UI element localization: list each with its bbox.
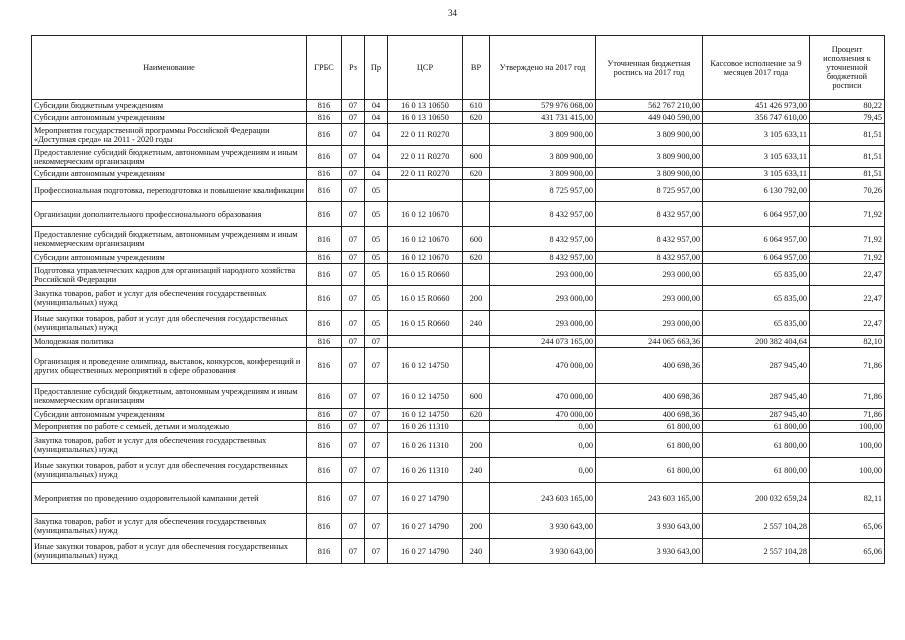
cell-name: Иные закупки товаров, работ и услуг для обеспечения государственных (муниципальных) нужд: [32, 458, 307, 483]
cell-approved: 470 000,00: [490, 384, 596, 409]
cell-csr: 16 0 27 14790: [388, 483, 463, 514]
cell-percent: 65,06: [810, 514, 885, 539]
header-refined: Уточненная бюджетная роспись на 2017 год: [596, 36, 703, 100]
cell-pr: 07: [365, 458, 388, 483]
cell-percent: 79,45: [810, 112, 885, 124]
cell-grbs: 816: [307, 514, 342, 539]
cell-cash: 287 945,40: [703, 409, 810, 421]
cell-refined: 244 065 663,36: [596, 336, 703, 348]
cell-csr: 16 0 26 11310: [388, 433, 463, 458]
cell-percent: 81,51: [810, 124, 885, 146]
cell-csr: 16 0 15 R0660: [388, 286, 463, 311]
cell-cash: 61 800,00: [703, 421, 810, 433]
cell-pr: 05: [365, 202, 388, 227]
cell-approved: 431 731 415,00: [490, 112, 596, 124]
cell-refined: 293 000,00: [596, 311, 703, 336]
cell-name: Субсидии автономным учреждениям: [32, 409, 307, 421]
cell-cash: 287 945,40: [703, 348, 810, 384]
cell-percent: 70,26: [810, 180, 885, 202]
header-rz: Рз: [342, 36, 365, 100]
cell-name: Иные закупки товаров, работ и услуг для обеспечения государственных (муниципальных) нужд: [32, 311, 307, 336]
cell-approved: 8 432 957,00: [490, 202, 596, 227]
header-percent: Процент исполнения к уточненной бюджетной росписи: [810, 36, 885, 100]
cell-approved: 0,00: [490, 433, 596, 458]
cell-name: Субсидии автономным учреждениям: [32, 112, 307, 124]
cell-rz: 07: [342, 252, 365, 264]
cell-pr: 07: [365, 336, 388, 348]
budget-table: [31, 35, 885, 564]
cell-grbs: 816: [307, 433, 342, 458]
cell-rz: 07: [342, 202, 365, 227]
cell-percent: 81,51: [810, 146, 885, 168]
cell-cash: 200 382 404,64: [703, 336, 810, 348]
cell-name: Субсидии автономным учреждениям: [32, 168, 307, 180]
cell-csr: 16 0 12 14750: [388, 348, 463, 384]
cell-vr: 610: [463, 100, 490, 112]
table-row: [32, 311, 885, 336]
cell-grbs: 816: [307, 168, 342, 180]
cell-rz: 07: [342, 483, 365, 514]
cell-rz: 07: [342, 100, 365, 112]
cell-csr: 16 0 15 R0660: [388, 311, 463, 336]
cell-percent: 71,86: [810, 409, 885, 421]
cell-cash: 2 557 104,28: [703, 514, 810, 539]
cell-rz: 07: [342, 180, 365, 202]
header-pr: Пр: [365, 36, 388, 100]
cell-cash: 3 105 633,11: [703, 168, 810, 180]
cell-percent: 81,51: [810, 168, 885, 180]
cell-vr: [463, 124, 490, 146]
cell-approved: 3 809 900,00: [490, 146, 596, 168]
table-row: [32, 348, 885, 384]
cell-pr: 05: [365, 252, 388, 264]
cell-approved: 293 000,00: [490, 311, 596, 336]
table-row: [32, 409, 885, 421]
cell-percent: 22,47: [810, 264, 885, 286]
cell-rz: 07: [342, 336, 365, 348]
cell-vr: 620: [463, 409, 490, 421]
cell-refined: 293 000,00: [596, 286, 703, 311]
cell-csr: [388, 336, 463, 348]
cell-approved: 470 000,00: [490, 409, 596, 421]
cell-refined: 61 800,00: [596, 433, 703, 458]
cell-name: Мероприятия по проведению оздоровительной кампании детей: [32, 483, 307, 514]
cell-name: Профессиональная подготовка, переподготовка и повышение квалификации: [32, 180, 307, 202]
cell-grbs: 816: [307, 202, 342, 227]
cell-refined: 243 603 165,00: [596, 483, 703, 514]
table-row: [32, 168, 885, 180]
table-row: [32, 180, 885, 202]
cell-name: Предоставление субсидий бюджетным, автономным учреждениям и иным некоммерческим организациям: [32, 227, 307, 252]
cell-pr: 07: [365, 483, 388, 514]
cell-refined: 3 809 900,00: [596, 124, 703, 146]
cell-rz: 07: [342, 264, 365, 286]
cell-name: Закупка товаров, работ и услуг для обеспечения государственных (муниципальных) нужд: [32, 286, 307, 311]
cell-grbs: 816: [307, 348, 342, 384]
cell-rz: 07: [342, 227, 365, 252]
cell-grbs: 816: [307, 409, 342, 421]
table-header-row: [32, 36, 885, 100]
cell-approved: 8 432 957,00: [490, 252, 596, 264]
cell-pr: 04: [365, 168, 388, 180]
table-row: [32, 202, 885, 227]
cell-name: Закупка товаров, работ и услуг для обеспечения государственных (муниципальных) нужд: [32, 433, 307, 458]
cell-rz: 07: [342, 384, 365, 409]
cell-grbs: 816: [307, 384, 342, 409]
cell-csr: 16 0 12 10670: [388, 252, 463, 264]
table-row: [32, 100, 885, 112]
cell-vr: [463, 421, 490, 433]
cell-refined: 3 930 643,00: [596, 514, 703, 539]
cell-csr: 22 0 11 R0270: [388, 124, 463, 146]
cell-refined: 61 800,00: [596, 458, 703, 483]
table-row: [32, 384, 885, 409]
cell-rz: 07: [342, 124, 365, 146]
cell-pr: 07: [365, 433, 388, 458]
cell-name: Предоставление субсидий бюджетным, автономным учреждениям и иным некоммерческим организациям: [32, 146, 307, 168]
cell-csr: 16 0 15 R0660: [388, 264, 463, 286]
cell-approved: 0,00: [490, 421, 596, 433]
cell-csr: 16 0 26 11310: [388, 458, 463, 483]
header-csr: ЦСР: [388, 36, 463, 100]
cell-cash: 65 835,00: [703, 286, 810, 311]
cell-vr: 200: [463, 286, 490, 311]
header-cash: Кассовое исполнение за 9 месяцев 2017 года: [703, 36, 810, 100]
cell-approved: 3 809 900,00: [490, 124, 596, 146]
cell-percent: 80,22: [810, 100, 885, 112]
cell-name: Субсидии автономным учреждениям: [32, 252, 307, 264]
cell-vr: [463, 336, 490, 348]
cell-csr: 16 0 26 11310: [388, 421, 463, 433]
cell-percent: 22,47: [810, 286, 885, 311]
cell-rz: 07: [342, 348, 365, 384]
cell-vr: 600: [463, 384, 490, 409]
cell-pr: 07: [365, 539, 388, 564]
cell-percent: 100,00: [810, 433, 885, 458]
cell-pr: 04: [365, 124, 388, 146]
cell-percent: 22,47: [810, 311, 885, 336]
cell-pr: 05: [365, 311, 388, 336]
cell-cash: 3 105 633,11: [703, 124, 810, 146]
cell-vr: 600: [463, 146, 490, 168]
table-row: [32, 433, 885, 458]
cell-vr: 620: [463, 252, 490, 264]
cell-grbs: 816: [307, 458, 342, 483]
table-body: [32, 100, 885, 564]
page-number: 34: [448, 8, 457, 18]
cell-pr: 05: [365, 286, 388, 311]
cell-name: Предоставление субсидий бюджетным, автономным учреждениям и иным некоммерческим организациям: [32, 384, 307, 409]
cell-refined: 400 698,36: [596, 384, 703, 409]
cell-name: Молодежная политика: [32, 336, 307, 348]
cell-grbs: 816: [307, 180, 342, 202]
cell-refined: 562 767 210,00: [596, 100, 703, 112]
cell-pr: 04: [365, 112, 388, 124]
cell-csr: 16 0 12 10670: [388, 202, 463, 227]
cell-grbs: 816: [307, 539, 342, 564]
cell-rz: 07: [342, 168, 365, 180]
cell-name: Организации дополнительного профессионального образования: [32, 202, 307, 227]
table-row: [32, 252, 885, 264]
cell-approved: 470 000,00: [490, 348, 596, 384]
cell-name: Мероприятия по работе с семьей, детьми и молодежью: [32, 421, 307, 433]
cell-percent: 71,92: [810, 202, 885, 227]
cell-grbs: 816: [307, 252, 342, 264]
cell-pr: 07: [365, 514, 388, 539]
cell-refined: 449 040 590,00: [596, 112, 703, 124]
cell-csr: 16 0 12 14750: [388, 409, 463, 421]
cell-csr: 16 0 27 14790: [388, 539, 463, 564]
cell-approved: 579 976 068,00: [490, 100, 596, 112]
cell-csr: 16 0 27 14790: [388, 514, 463, 539]
cell-grbs: 816: [307, 336, 342, 348]
cell-percent: 82,11: [810, 483, 885, 514]
cell-grbs: 816: [307, 100, 342, 112]
cell-name: Подготовка управленческих кадров для организаций народного хозяйства Российской Федерации: [32, 264, 307, 286]
cell-rz: 07: [342, 286, 365, 311]
cell-name: Иные закупки товаров, работ и услуг для обеспечения государственных (муниципальных) нужд: [32, 539, 307, 564]
cell-rz: 07: [342, 458, 365, 483]
table-row: [32, 336, 885, 348]
cell-refined: 8 432 957,00: [596, 227, 703, 252]
cell-cash: 356 747 610,00: [703, 112, 810, 124]
cell-grbs: 816: [307, 264, 342, 286]
cell-refined: 61 800,00: [596, 421, 703, 433]
cell-grbs: 816: [307, 421, 342, 433]
cell-refined: 400 698,36: [596, 409, 703, 421]
cell-approved: 293 000,00: [490, 264, 596, 286]
cell-rz: 07: [342, 112, 365, 124]
cell-percent: 82,10: [810, 336, 885, 348]
cell-csr: [388, 180, 463, 202]
header-grbs: ГРБС: [307, 36, 342, 100]
cell-rz: 07: [342, 421, 365, 433]
cell-approved: 243 603 165,00: [490, 483, 596, 514]
cell-cash: 6 064 957,00: [703, 202, 810, 227]
cell-csr: 16 0 13 10650: [388, 100, 463, 112]
cell-name: Мероприятия государственной программы Российской Федерации «Доступная среда» на 2011 - 2020 годы: [32, 124, 307, 146]
cell-refined: 8 725 957,00: [596, 180, 703, 202]
cell-cash: 2 557 104,28: [703, 539, 810, 564]
cell-rz: 07: [342, 539, 365, 564]
cell-vr: [463, 180, 490, 202]
cell-grbs: 816: [307, 483, 342, 514]
cell-percent: 71,86: [810, 384, 885, 409]
cell-grbs: 816: [307, 227, 342, 252]
cell-cash: 6 064 957,00: [703, 252, 810, 264]
cell-cash: 6 130 792,00: [703, 180, 810, 202]
cell-refined: 8 432 957,00: [596, 202, 703, 227]
cell-cash: 6 064 957,00: [703, 227, 810, 252]
cell-approved: 8 432 957,00: [490, 227, 596, 252]
cell-approved: 8 725 957,00: [490, 180, 596, 202]
cell-cash: 287 945,40: [703, 384, 810, 409]
cell-refined: 400 698,36: [596, 348, 703, 384]
cell-percent: 71,92: [810, 227, 885, 252]
cell-vr: 600: [463, 227, 490, 252]
cell-pr: 05: [365, 264, 388, 286]
cell-cash: 451 426 973,00: [703, 100, 810, 112]
cell-csr: 16 0 13 10650: [388, 112, 463, 124]
cell-refined: 8 432 957,00: [596, 252, 703, 264]
cell-approved: 3 930 643,00: [490, 514, 596, 539]
cell-percent: 100,00: [810, 458, 885, 483]
header-vr: ВР: [463, 36, 490, 100]
cell-vr: 240: [463, 539, 490, 564]
cell-pr: 05: [365, 227, 388, 252]
cell-refined: 3 809 900,00: [596, 168, 703, 180]
cell-pr: 05: [365, 180, 388, 202]
header-approved: Утверждено на 2017 год: [490, 36, 596, 100]
cell-vr: 240: [463, 458, 490, 483]
cell-csr: 16 0 12 10670: [388, 227, 463, 252]
cell-csr: 22 0 11 R0270: [388, 146, 463, 168]
cell-vr: 240: [463, 311, 490, 336]
cell-refined: 3 930 643,00: [596, 539, 703, 564]
cell-pr: 07: [365, 384, 388, 409]
cell-vr: 620: [463, 168, 490, 180]
cell-approved: 293 000,00: [490, 286, 596, 311]
cell-grbs: 816: [307, 124, 342, 146]
cell-grbs: 816: [307, 311, 342, 336]
cell-cash: 61 800,00: [703, 458, 810, 483]
table-row: [32, 146, 885, 168]
cell-name: Субсидии бюджетным учреждениям: [32, 100, 307, 112]
cell-vr: 200: [463, 514, 490, 539]
cell-approved: 3 930 643,00: [490, 539, 596, 564]
cell-refined: 293 000,00: [596, 264, 703, 286]
cell-approved: 3 809 900,00: [490, 168, 596, 180]
cell-percent: 100,00: [810, 421, 885, 433]
cell-pr: 04: [365, 146, 388, 168]
table-row: [32, 227, 885, 252]
cell-rz: 07: [342, 409, 365, 421]
cell-pr: 07: [365, 348, 388, 384]
table-row: [32, 514, 885, 539]
cell-vr: 200: [463, 433, 490, 458]
cell-cash: 61 800,00: [703, 433, 810, 458]
cell-rz: 07: [342, 433, 365, 458]
cell-vr: [463, 483, 490, 514]
cell-csr: 16 0 12 14750: [388, 384, 463, 409]
cell-grbs: 816: [307, 286, 342, 311]
table-row: [32, 112, 885, 124]
cell-cash: 3 105 633,11: [703, 146, 810, 168]
cell-grbs: 816: [307, 146, 342, 168]
table-row: [32, 124, 885, 146]
cell-cash: 65 835,00: [703, 264, 810, 286]
table-row: [32, 458, 885, 483]
cell-csr: 22 0 11 R0270: [388, 168, 463, 180]
cell-cash: 65 835,00: [703, 311, 810, 336]
cell-refined: 3 809 900,00: [596, 146, 703, 168]
cell-percent: 65,06: [810, 539, 885, 564]
cell-grbs: 816: [307, 112, 342, 124]
cell-rz: 07: [342, 514, 365, 539]
cell-approved: 244 073 165,00: [490, 336, 596, 348]
cell-pr: 07: [365, 409, 388, 421]
header-name: Наименование: [32, 36, 307, 100]
cell-rz: 07: [342, 146, 365, 168]
cell-pr: 04: [365, 100, 388, 112]
cell-vr: 620: [463, 112, 490, 124]
cell-pr: 07: [365, 421, 388, 433]
cell-approved: 0,00: [490, 458, 596, 483]
table-row: [32, 286, 885, 311]
cell-percent: 71,86: [810, 348, 885, 384]
cell-vr: [463, 348, 490, 384]
cell-vr: [463, 264, 490, 286]
table-row: [32, 421, 885, 433]
cell-name: Закупка товаров, работ и услуг для обеспечения государственных (муниципальных) нужд: [32, 514, 307, 539]
cell-percent: 71,92: [810, 252, 885, 264]
cell-rz: 07: [342, 311, 365, 336]
table-row: [32, 539, 885, 564]
table-row: [32, 264, 885, 286]
cell-cash: 200 032 659,24: [703, 483, 810, 514]
table-row: [32, 483, 885, 514]
cell-name: Организация и проведение олимпиад, выставок, конкурсов, конференций и других общественных мероприятий в сфере образования: [32, 348, 307, 384]
cell-vr: [463, 202, 490, 227]
